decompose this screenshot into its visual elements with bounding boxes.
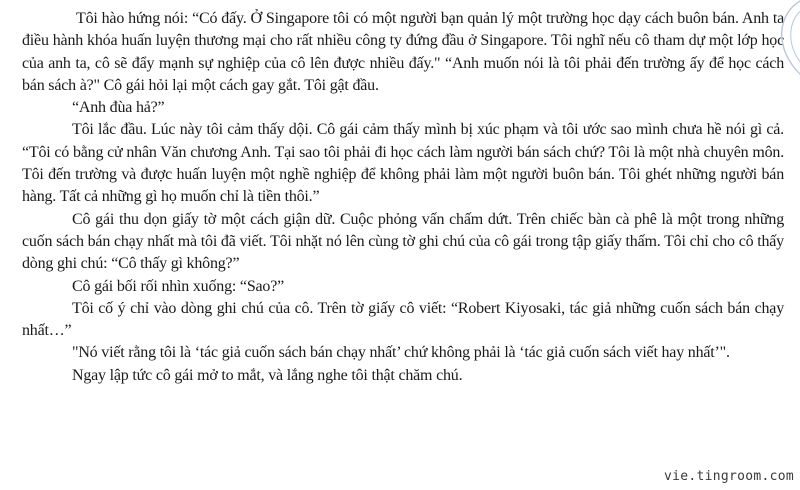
paragraph-5: Cô gái bối rối nhìn xuống: “Sao?”: [72, 277, 285, 295]
corner-arc-inner: [791, 10, 800, 64]
paragraph-7: "Nó viết rằng tôi là ‘tác giả cuốn sách bán chạy nhất’ chứ không phải là ‘tác giả cuốn sách viết hay nhất’".: [72, 344, 730, 362]
site-watermark: vie.tingroom.com: [663, 469, 794, 484]
paragraph-4: Cô gái thu dọn giấy tờ một cách giận dữ. Cuộc phỏng vấn chấm dứt. Trên chiếc bàn cà phê là một trong những cuốn sách bán chạy nhất mà tôi đã viết. Tôi nhặt nó lên cùng tờ ghi chú của cô gái trong tập giấy thấm. Tôi chỉ cho cô thấy dòng ghi chú: “Cô thấy gì không?”: [22, 210, 784, 273]
paragraph-1: Tôi hào hứng nói: “Có đấy. Ở Singapore tôi có một người bạn quản lý một trường học dạy cách buôn bán. Anh ta điều hành khóa huấn luyện thương mại cho rất nhiều công ty đứng đầu ở Singapore. Tôi nghĩ nếu cô tham dự một lớp học của anh ta, cô sẽ đẩy mạnh sự nghiệp của cô lên được nhiều đấy." “Anh muốn nói là tôi phải đến trường ấy để học cách bán sách à?" Cô gái hỏi lại một cách gay gắt. Tôi gật đầu.: [22, 10, 784, 94]
paragraph-6: Tôi cố ý chỉ vào dòng ghi chú của cô. Trên tờ giấy cô viết: “Robert Kiyosaki, tác giả những cuốn sách bán chạy nhất…”: [22, 299, 784, 340]
paragraph-8: Ngay lập tức cô gái mở to mắt, và lắng nghe tôi thật chăm chú.: [72, 366, 463, 384]
paragraph-3: Tôi lắc đầu. Lúc này tôi cảm thấy dội. Cô gái cảm thấy mình bị xúc phạm và tôi ước sao mình chưa hề nói gì cả. “Tôi có bằng cử nhân Văn chương Anh. Tại sao tôi phải đi học cách làm người bán sách chứ? Tôi là một nhà chuyên môn. Tôi đến trường và được huấn luyện một nghề nghiệp để không phải làm một người buôn bán. Tôi ghét những người bán hàng. Tất cả những gì họ muốn chỉ là tiền thôi.”: [22, 121, 784, 206]
paragraph-2: “Anh đùa hả?”: [72, 99, 165, 117]
corner-arc-decoration: [758, 0, 800, 78]
document-body: [22, 8, 784, 387]
